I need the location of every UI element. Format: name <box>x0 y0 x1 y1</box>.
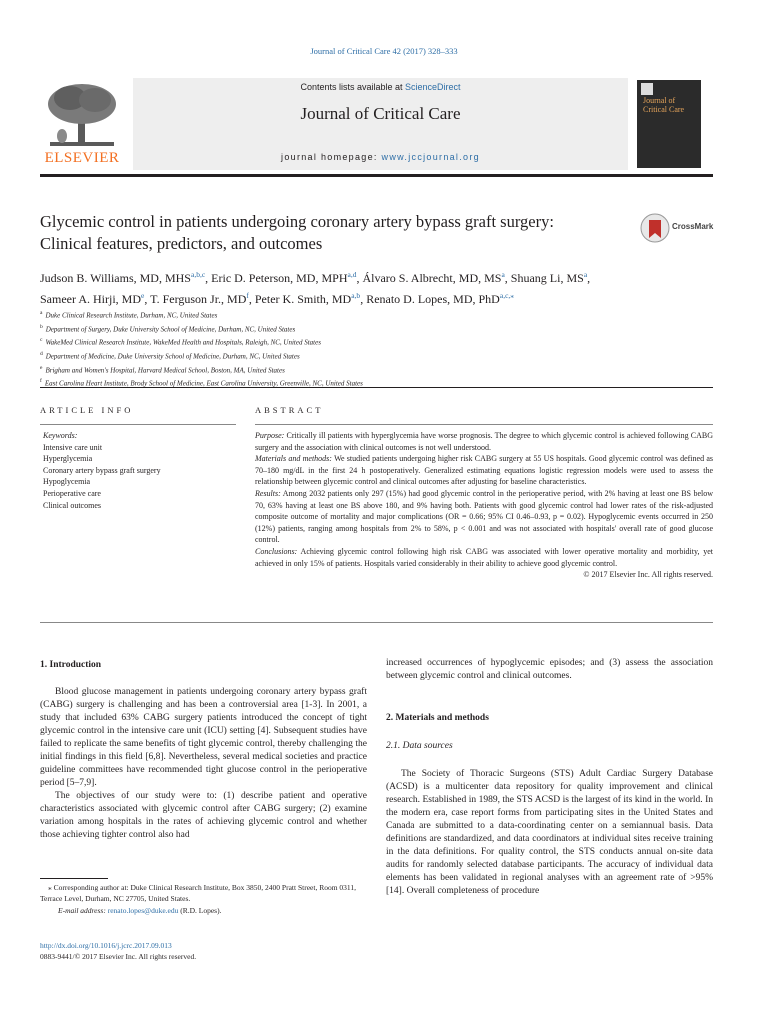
abstract-part-label: Results: <box>255 488 281 498</box>
abstract-part-text: We studied patients undergoing higher risk CABG surgery at 55 US hospitals. Good glycemic control was defined as 70–180 mg/dL in the first 24 h postoperatively. Generalized estimating equations logistic regression models were used to assess the relationship between glycemic control and clinical outcomes after adjusting for baseline characteristics. <box>255 454 713 487</box>
article-title: Glycemic control in patients undergoing coronary artery bypass graft surgery: Clinical features, predictors, and outcomes <box>40 212 554 253</box>
abstract-rule <box>255 424 713 425</box>
crossmark-label: CrossMark <box>672 222 714 231</box>
author-affiliation-marker[interactable]: e <box>141 291 145 300</box>
author-separator: , <box>144 292 151 306</box>
affiliation-item <box>40 349 720 363</box>
keyword-item: Perioperative care <box>43 488 101 498</box>
author-separator: , <box>248 292 255 306</box>
affiliation-item <box>40 363 720 377</box>
elsevier-wordmark: ELSEVIER <box>44 150 120 166</box>
abstract-paragraph <box>255 453 713 488</box>
author-separator: , <box>205 271 212 285</box>
abstract-part-text: Achieving glycemic control following high risk CABG was associated with lower operative mortality and morbidity, yet achieved in only 15% of patients. Hospitals varied considerably in their ability to achieve good glycemic control. <box>255 546 713 568</box>
author-separator: , <box>360 292 367 306</box>
abstract-text <box>255 430 713 581</box>
affiliation-item <box>40 322 720 336</box>
corresponding-author-footnote <box>40 882 367 916</box>
abstract-part-text: Among 2032 patients only 297 (15%) had good glycemic control in the perioperative period, with 2% having at least one BS below 70, 63% having at least one BS above 180, and 9% having both. Patients with good glycemic control had lower rates of the risk-adjusted composite outcome of mortality and major complications (OR = 0.66; 95% CI 0.46–0.93, p = 0.02). Hypoglycemic events occurred in 250 (12%) patients, ranging among hospitals from 2% to 58%, p < 0.001 and was not associated with hospitals' overall rate of good glucose control. <box>255 488 713 545</box>
abstract-heading: ABSTRACT <box>255 405 324 415</box>
homepage-link[interactable]: www.jccjournal.org <box>381 152 480 162</box>
cover-badge <box>641 83 653 95</box>
affiliation-text: Brigham and Women's Hospital, Harvard Medical School, Boston, MA, United States <box>45 365 285 374</box>
header-rule <box>40 174 713 177</box>
introduction-paragraph-2: The objectives of our study were to: (1) describe patient and operative characteristics associated with glycemic control after CABG surgery; (2) examine variation among hospitals in the rates of achieving glycemic control and whether those achieving tighter control also had <box>40 791 367 840</box>
abstract-paragraph <box>255 430 713 453</box>
crossmark-badge[interactable] <box>640 212 720 244</box>
email-line <box>40 905 367 916</box>
affiliation-key: d <box>40 350 43 357</box>
affiliation-text: Duke Clinical Research Institute, Durham, NC, United States <box>45 311 218 320</box>
author-affiliation-marker[interactable]: a,c,⁎ <box>499 291 515 300</box>
data-sources-paragraph: The Society of Thoracic Surgeons (STS) Adult Cardiac Surgery Database (ACSD) is a multicenter data repository for quality improvement and clinical research. Established in 1989, the STS ACSD is the largest of its kind in the world. In the modern era, case report forms from participating sites in the United States and Canada are submitted to a data-coordinating center on a semiannual basis. Data definitions are standardized, and data coordinators at individual sites receive training in the data definitions. For quality control, the STS conducts annual on-site data audits for randomly selected database participants. The accuracy of individual data elements has been validated in regional analyses with an agreement rate of >95% [14]. Overall completeness of procedure <box>386 769 713 896</box>
author-separator: , <box>587 271 591 285</box>
affiliation-list <box>40 308 720 390</box>
author-name: Judson B. Williams, MD, MHS <box>40 271 191 285</box>
section-heading-introduction: 1. Introduction <box>40 660 102 670</box>
abstract-bottom-rule <box>40 622 713 623</box>
article-info-heading: ARTICLE INFO <box>40 405 134 415</box>
keyword-item: Intensive care unit <box>43 442 103 452</box>
introduction-paragraph-1: Blood glucose management in patients undergoing coronary artery bypass graft (CABG) surgery is challenging and has been a controversial area [1-3]. In 2001, a study that included 63% CABG surgery patients introduced the concept of tight glycemic control in the intensive care unit (ICU) setting [4]. Subsequent studies have failed to replicate the same benefits of tight glycemic control, thereby challenging the initial findings in this field [6,8]. Nevertheless, several medical societies and practice guideline committees have recommended tight glucose control in the perioperative period [5–7,9]. <box>40 687 367 788</box>
author-name: Shuang Li, MS <box>510 271 584 285</box>
author-affiliation-marker[interactable]: f <box>246 291 249 300</box>
doi-block <box>40 940 367 962</box>
abstract-part-label: Materials and methods: <box>255 454 332 464</box>
author-separator: , <box>356 271 363 285</box>
journal-citation-link[interactable]: Journal of Critical Care 42 (2017) 328–333 <box>310 46 458 56</box>
sciencedirect-link[interactable]: ScienceDirect <box>405 82 461 92</box>
cover-title: Journal of Critical Care <box>643 96 685 114</box>
doi-link[interactable]: http://dx.doi.org/10.1016/j.jcrc.2017.09.013 <box>40 941 172 950</box>
issn-line: 0883-9441/© 2017 Elsevier Inc. All rights reserved. <box>40 952 197 962</box>
keyword-list <box>43 442 233 512</box>
author-name: Peter K. Smith, MD <box>254 292 352 306</box>
subsection-heading-data-sources: 2.1. Data sources <box>386 741 453 751</box>
abstract-part-text: Critically ill patients with hyperglycemia have worse prognosis. The degree to which glycemic control is achieved following CABG surgery and the association with clinical outcomes is not well understood. <box>255 431 713 452</box>
author-affiliation-marker[interactable]: a,b <box>351 291 361 300</box>
affiliation-text: East Carolina Heart Institute, Brody School of Medicine, East Carolina University, Greenville, NC, United States <box>44 379 363 388</box>
keyword-item: Coronary artery bypass graft surgery <box>43 465 161 475</box>
copyright-notice: © 2017 Elsevier Inc. All rights reserved. <box>583 570 713 580</box>
contents-available-line <box>133 82 628 92</box>
author-affiliation-marker[interactable]: a,b,c <box>190 270 206 279</box>
affiliation-text: Department of Surgery, Duke University School of Medicine, Durham, NC, United States <box>45 324 296 333</box>
keywords-block <box>43 430 233 511</box>
author-affiliation-marker[interactable]: a <box>501 270 505 279</box>
email-label: E-mail address: <box>58 905 108 915</box>
affiliation-item <box>40 335 720 349</box>
crossmark-icon <box>640 212 670 244</box>
journal-title: Journal of Critical Care <box>300 104 461 123</box>
author-name: Sameer A. Hirji, MD <box>40 292 141 306</box>
homepage-prefix: journal homepage: <box>281 152 382 162</box>
corresponding-author-text: ⁎ Corresponding author at: Duke Clinical Research Institute, Box 3850, 2400 Pratt Street, Room 0311, Terrace Level, Durham, NC 27705, United States. <box>40 883 357 904</box>
journal-homepage-line <box>133 152 628 162</box>
author-name: Álvaro S. Albrecht, MD, MS <box>362 271 502 285</box>
affiliation-key: c <box>40 337 43 344</box>
author-name: Renato D. Lopes, MD, PhD <box>366 292 500 306</box>
data-sources-text <box>386 768 713 898</box>
keywords-label: Keywords: <box>43 431 78 440</box>
author-list <box>40 266 720 308</box>
affiliation-text: Department of Medicine, Duke University School of Medicine, Durham, NC, United States <box>45 352 300 361</box>
abstract-paragraph <box>255 546 713 569</box>
keyword-item: Clinical outcomes <box>43 500 101 510</box>
author-name: T. Ferguson Jr., MD <box>150 292 247 306</box>
section-heading-methods: 2. Materials and methods <box>386 713 489 723</box>
abstract-parts <box>255 430 713 569</box>
author-separator: , <box>504 271 511 285</box>
abstract-part-label: Conclusions: <box>255 546 298 556</box>
keyword-item: Hypoglycemia <box>43 477 91 487</box>
affiliation-item <box>40 308 720 322</box>
title-block-rule <box>40 387 713 388</box>
abstract-part-label: Purpose: <box>255 431 285 440</box>
affiliation-key: b <box>40 323 43 330</box>
author-affiliation-marker[interactable]: a,d <box>347 270 357 279</box>
footnote-rule <box>40 878 108 879</box>
email-link[interactable]: renato.lopes@duke.edu <box>107 905 179 915</box>
author-name: Eric D. Peterson, MD, MPH <box>211 271 348 285</box>
email-suffix: (R.D. Lopes). <box>178 905 222 915</box>
abstract-paragraph <box>255 488 713 546</box>
article-info-rule <box>40 424 236 425</box>
author-affiliation-marker[interactable]: a <box>583 270 588 279</box>
contents-prefix: Contents lists available at <box>300 82 406 92</box>
introduction-text <box>40 686 367 842</box>
affiliation-key: f <box>40 378 42 385</box>
introduction-continued: increased occurrences of hypoglycemic episodes; and (3) assess the association between glycemic control and clinical outcomes. <box>386 658 713 681</box>
keyword-item: Hyperglycemia <box>43 454 93 464</box>
affiliation-text: WakeMed Clinical Research Institute, WakeMed Health and Hospitals, Raleigh, NC, United States <box>45 338 321 347</box>
affiliation-key: a <box>40 310 43 316</box>
affiliation-key: e <box>40 364 43 371</box>
